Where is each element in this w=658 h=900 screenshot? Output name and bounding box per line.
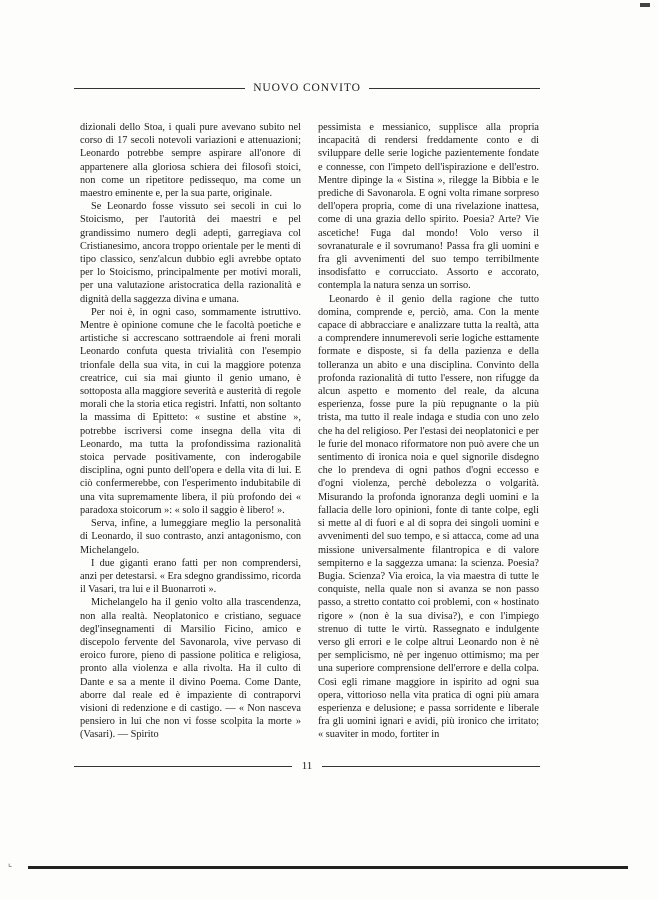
- running-header: [74, 78, 540, 98]
- page-number: 11: [301, 760, 313, 772]
- scan-bottom-edge: [28, 866, 628, 869]
- paragraph: Michelangelo ha il genio volto alla trascendenza, non alla realtà. Neoplatonico e cristiano, seguace degl'insegnamenti di Marsilio Ficino, amico e discepolo fervente del Savonarola, vive pervaso di eroico furore, pieno di passione politica e religiosa, pronto alla violenza e alla rivolta. Ha il culto di Dante e sa a mente il divino Poema. Come Dante, aborre dal reale ed è impaziente di contraporvi visioni di redenzione e di castigo. — « Non nasceva pensiero in lui che non vi fosse scolpita la morte » (Vasari). — Spirito: [80, 597, 301, 741]
- footer-rule-left: [74, 766, 292, 767]
- scan-corner-mark-icon: ⌞: [8, 858, 13, 868]
- paragraph: dizionali dello Stoa, i quali pure avevano subito nel corso di 17 secoli notevoli variazioni e attenuazioni; Leonardo potrebbe sempre aspirare all'onore di appartenere alla gloriosa schiera dei filosofi stoici, non come un ripetitore pedissequo, ma come un maestro eminente e, per la sua parte, originale.: [80, 122, 301, 200]
- header-rule-left: [74, 88, 245, 89]
- paragraph: Per noi è, in ogni caso, sommamente istruttivo. Mentre è opinione comune che le facoltà poetiche e artistiche si accrescano sottraendole ai freni morali Leonardo confuta questa trivialità con l'esempio trionfale della sua vita, in cui la maggiore potenza creatrice, cui sia mai giunto il genio umano, è sottoposta alla maggiore severità e austerità di regole morali che la storia etica registri. Infatti, non soltanto la massima di Epitteto: « sustine et abstine », potrebbe iscriversi come insegna della vita di Leonardo, ma tutta la profondissima razionalità stoica pervade positivamente, con inderogabile disciplina, ogni punto dell'opera e della vita di lui. E ciò confermerebbe, con l'esperimento indubitabile di una vita supremamente libera, il più profondo dei « paradoxa stoicorum »: « solo il saggio è libero! ».: [80, 306, 301, 516]
- page-footer: [74, 756, 540, 776]
- journal-title: NUOVO CONVITO: [253, 82, 361, 94]
- paragraph: Serva, infine, a lumeggiare meglio la personalità di Leonardo, il suo contrasto, anzi antagonismo, con Michelangelo.: [80, 518, 301, 556]
- paragraph: Se Leonardo fosse vissuto sei secoli in cui lo Stoicismo, per l'autorità dei maestri e pel grandissimo numero degli adepti, garregiava col Cristianesimo, ancora troppo orientale per le menti di tipo classico, senz'alcun dubbio egli avrebbe optato per lo Stoicismo, principalmente per motivi morali, per una valutazione aristocratica della razionalità e dignità della saggezza divina e umana.: [80, 201, 301, 305]
- paragraph: Leonardo è il genio della ragione che tutto domina, comprende e, perciò, ama. Con la mente capace di abbracciare e analizzare tutta la realtà, atta a comprendere innumerevoli serie logiche esttamente formate e disposte, si fa della pazienza e della tolleranza un abito e una disciplina. Convinto della profonda razionalità di tutto l'essere, non rifugge da alcun aspetto e momento del reale, da alcuna esperienza, fosse pure la più repugnante o la più trista, ma tutto il reale indaga e studia con uno zelo che ha del religioso. Per l'estasi dei neoplatonici e per le furie del monaco riformatore non può avere che un sentimento di ironica noia e quel signorile disdegno che lo prendeva di ogni pathos d'ogni eccesso e d'ogni violenza, perchè debolezza o volgarità. Misurando la profonda ignoranza degli uomini e la fallacia delle loro opinioni, fonte di tante colpe, egli si mette al di fuori e al di sopra dei singoli uomini e avvenimenti del suo tempo, e si attacca, come ad una missione universalmente filantropica e di valore sempiterno e la saggezza umana: la scienza. Poesia? Bugia. Scienza? Via eroica, la via maestra di tutte le conquiste, nella quale non si avanza se non passo passo, a stretto contatto coi problemi, con « hostinato rigore » (non è la sua divisa?), e con l'impiego strenuo di tutte le virtù. Rassegnato e indulgente verso gli errori e le colpe altrui Leonardo non è nè per semplicismo, nè per ingenuo ottimismo; ma per una superiore comprensione dell'errore e della colpa. Così egli rimane maggiore in ispirito ad ogni sua opera, vittorioso nella vita pratica di ogni più amara esperienza e delusione; e passa sorridente e liberale fra gli uomini ignari e avidi, più ironico che irritato; « suaviter in modo, fortiter in: [318, 293, 539, 741]
- paragraph: pessimista e messianico, supplisce alla propria incapacità di rendersi freddamente conto e di sviluppare delle serie logiche pazientemente fondate e connesse, con l'impeto dell'ispirazione e dell'estro. Mentre dipinge la « Sistina », rilegge la Bibbia e le prediche di Savonarola. E ogni volta rimane sorpreso dell'opera propria, come di una rivelazione inattesa, come di una grazia dello spirito. Poesia? Arte? Vie ascetiche! Fuga dal mondo! Volo verso il sovranaturale e il sovrumano! Passa fra gli uomini e fra gli avvenimenti del suo tempo terribilmente insodisfatto e corrucciato. Assorto e accorato, contempla la natura senza un sorriso.: [318, 122, 539, 292]
- scan-top-corner-mark: [640, 3, 650, 7]
- footer-rule-right: [322, 766, 540, 767]
- paragraph: I due giganti erano fatti per non comprendersi, anzi per detestarsi. « Era sdegno grandissimo, ricorda il Vasari, tra lui e il Buonarroti ».: [80, 557, 301, 596]
- right-column: [318, 121, 539, 742]
- header-rule-right: [369, 88, 540, 89]
- left-column: [80, 121, 301, 742]
